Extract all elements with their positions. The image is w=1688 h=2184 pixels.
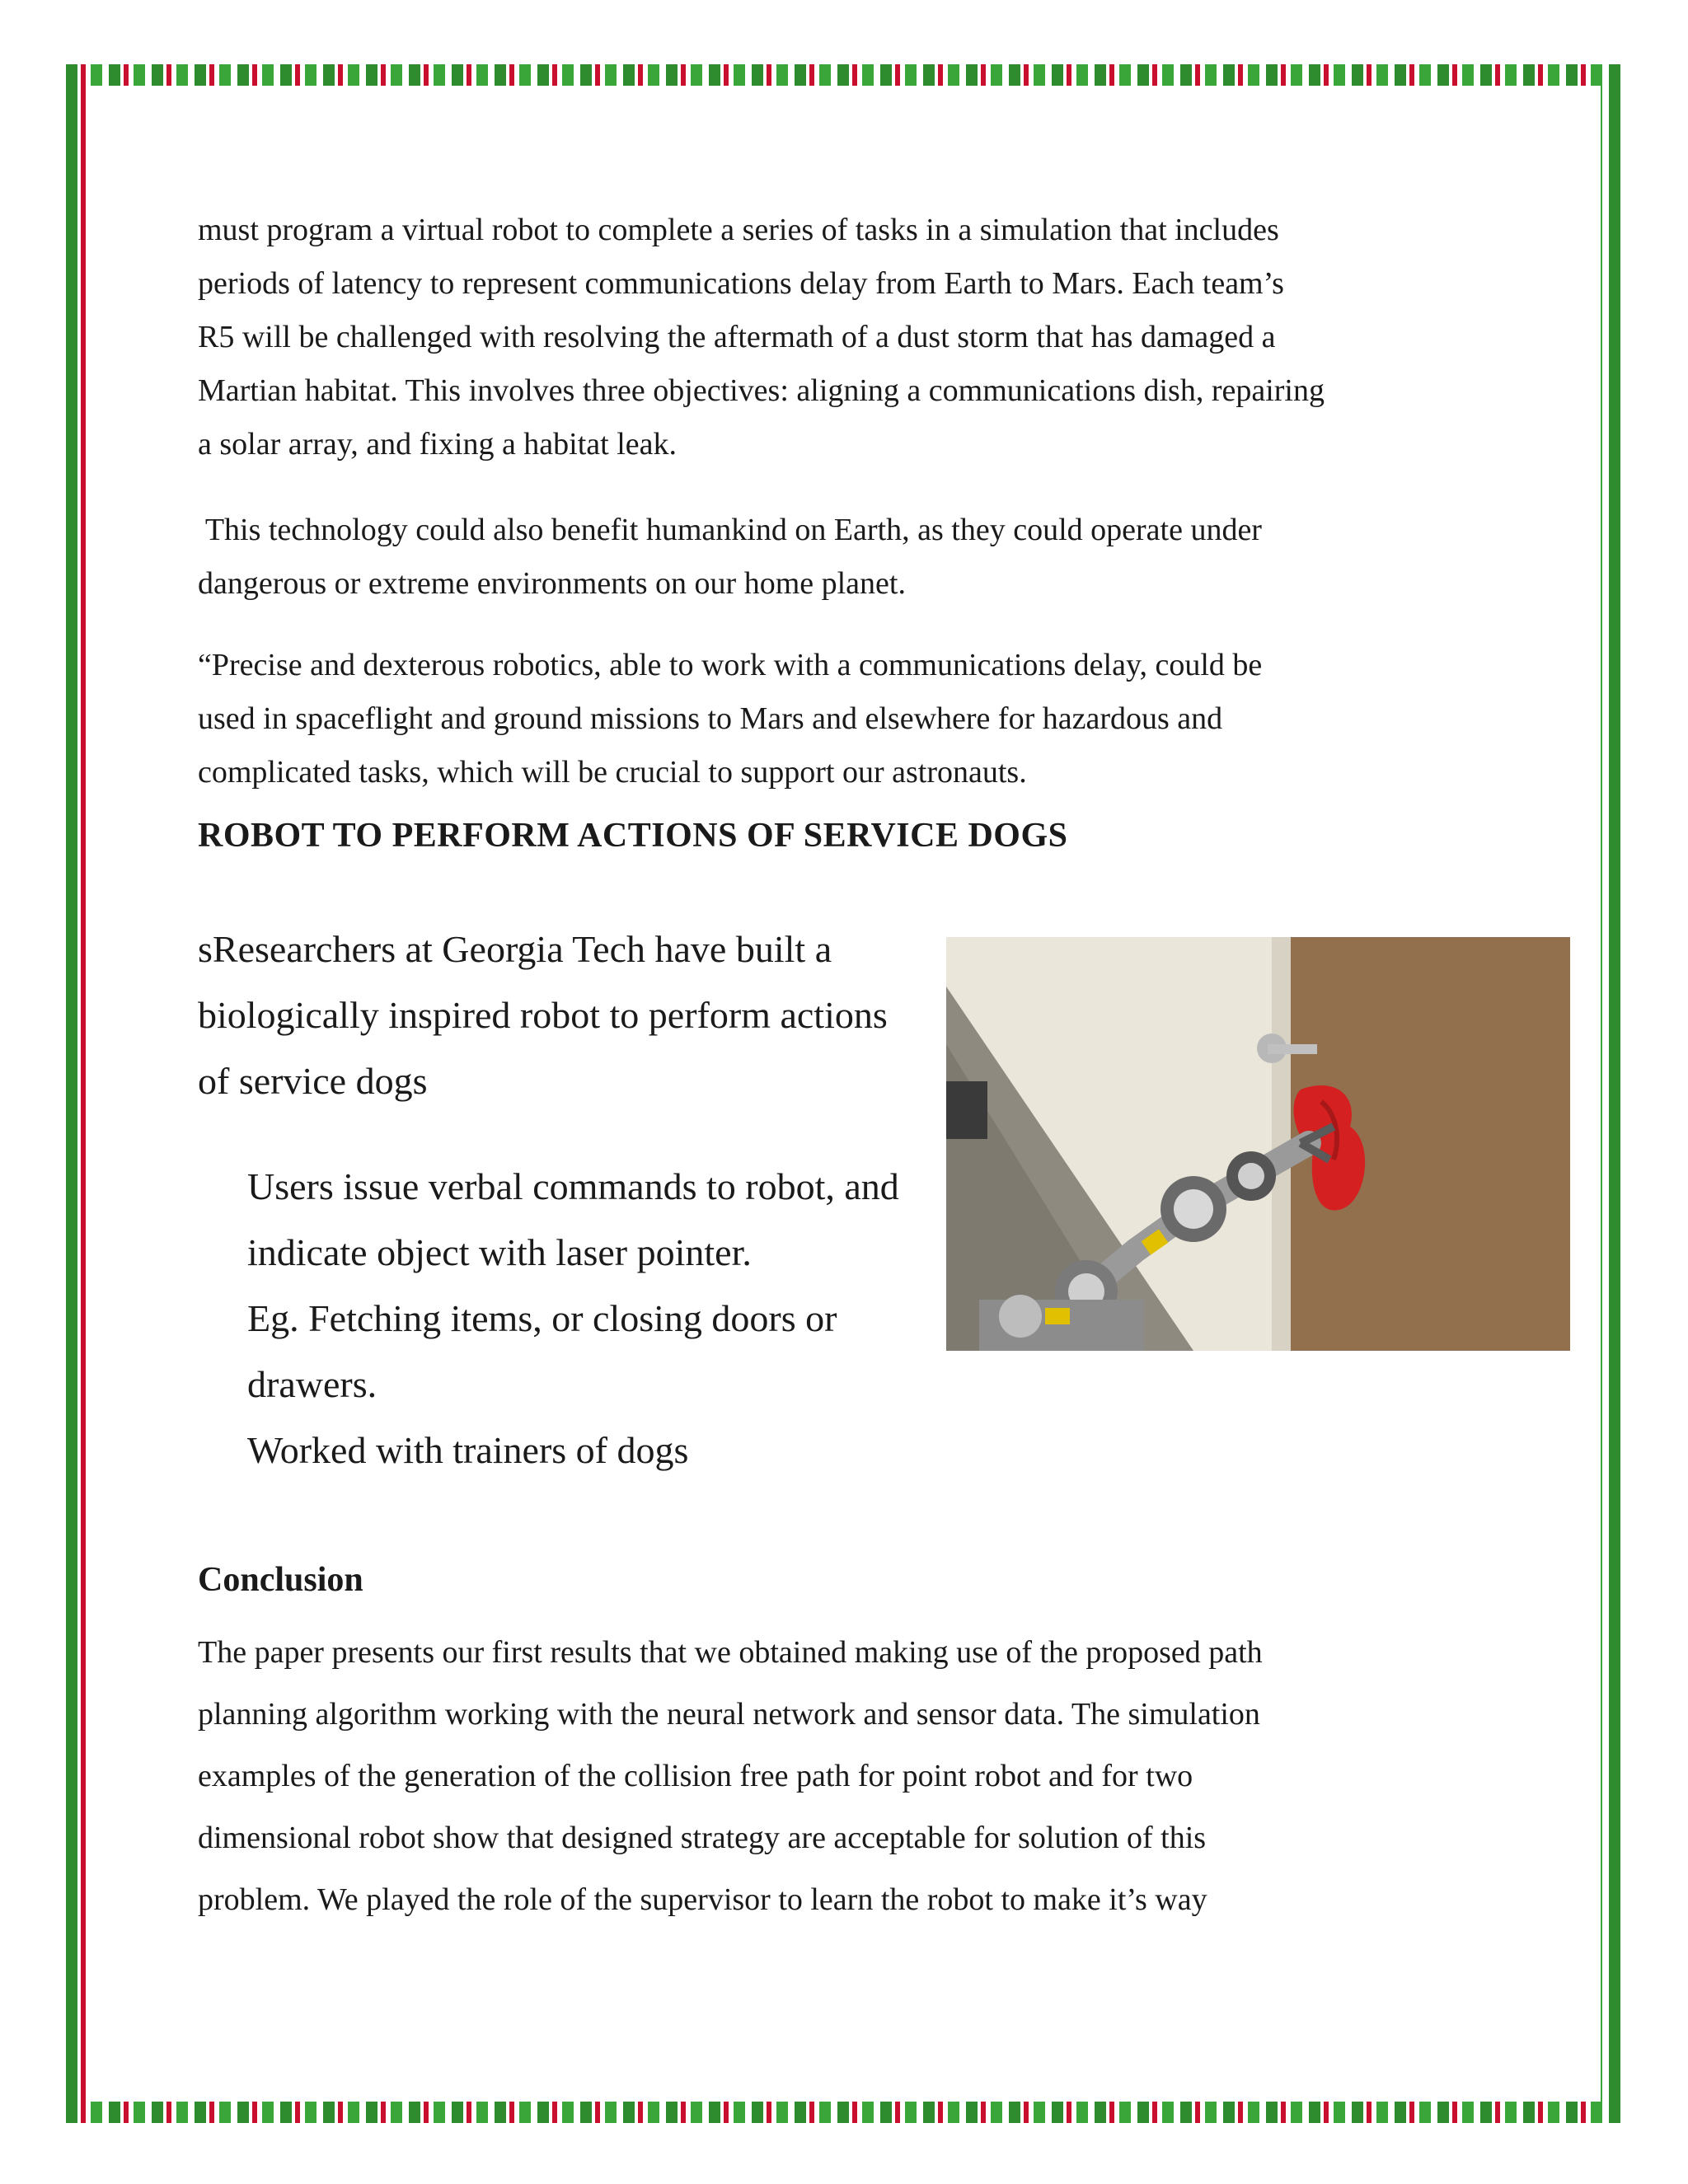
service-dogs-points bbox=[247, 1154, 923, 1483]
text-line: indicate object with laser pointer. bbox=[247, 1231, 752, 1273]
text-line: complicated tasks, which will be crucial to support our astronauts. bbox=[198, 755, 1027, 790]
text-line: biologically inspired robot to perform actions bbox=[198, 994, 888, 1036]
text-line: must program a virtual robot to complete a series of tasks in a simulation that includes bbox=[198, 213, 1279, 247]
text-line: dangerous or extreme environments on our home planet. bbox=[198, 566, 906, 601]
text-line: sResearchers at Georgia Tech have built a bbox=[198, 928, 832, 970]
text-line: R5 will be challenged with resolving the aftermath of a dust storm that has damaged a bbox=[198, 320, 1276, 354]
text-line: “Precise and dexterous robotics, able to work with a communications delay, could be bbox=[198, 648, 1263, 682]
intro-paragraph bbox=[198, 204, 1533, 471]
text-line: Martian habitat. This involves three objectives: aligning a communications dish, repairing bbox=[198, 373, 1325, 408]
section-heading: ROBOT TO PERFORM ACTIONS OF SERVICE DOGS bbox=[198, 817, 1068, 855]
quote-paragraph bbox=[198, 639, 1533, 799]
text-line: The paper presents our first results that we obtained making use of the proposed path bbox=[198, 1635, 1263, 1670]
text-line: dimensional robot show that designed strategy are acceptable for solution of this bbox=[198, 1821, 1207, 1855]
text-line: problem. We played the role of the supervisor to learn the robot to make it’s way bbox=[198, 1882, 1207, 1917]
conclusion-paragraph bbox=[198, 1622, 1533, 1931]
robot-arm-photo-icon bbox=[946, 937, 1570, 1351]
service-dogs-intro bbox=[198, 916, 923, 1114]
text-line: planning algorithm working with the neural network and sensor data. The simulation bbox=[198, 1697, 1260, 1732]
robot-arm-photo bbox=[946, 937, 1570, 1351]
text-line: drawers. bbox=[247, 1363, 377, 1405]
text-line: a solar array, and fixing a habitat leak. bbox=[198, 427, 678, 462]
text-line: This technology could also benefit humankind on Earth, as they could operate under bbox=[198, 513, 1262, 547]
text-line: Users issue verbal commands to robot, and bbox=[247, 1165, 899, 1207]
benefit-paragraph bbox=[198, 504, 1533, 611]
text-line: examples of the generation of the collision free path for point robot and for two bbox=[198, 1759, 1193, 1793]
text-line: Eg. Fetching items, or closing doors or bbox=[247, 1297, 837, 1339]
text-line: periods of latency to represent communications delay from Earth to Mars. Each team’s bbox=[198, 266, 1284, 301]
text-line: of service dogs bbox=[198, 1060, 428, 1102]
text-line: used in spaceflight and ground missions to Mars and elsewhere for hazardous and bbox=[198, 701, 1223, 736]
text-line: Worked with trainers of dogs bbox=[247, 1429, 689, 1471]
conclusion-title: Conclusion bbox=[198, 1561, 363, 1599]
